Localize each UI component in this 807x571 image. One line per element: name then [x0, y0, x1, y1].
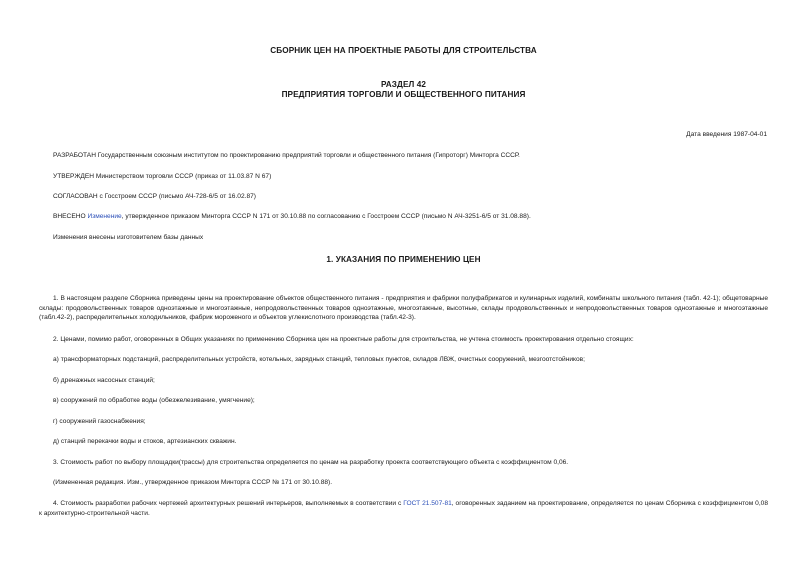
collection-title: СБОРНИК ЦЕН НА ПРОЕКТНЫЕ РАБОТЫ ДЛЯ СТРОИТЕЛЬСТВА: [270, 46, 537, 55]
paragraph-3-note: (Измененная редакция. Изм., утвержденное приказом Минторга СССР № 171 от 30.10.88).: [53, 479, 333, 486]
section-title: ПРЕДПРИЯТИЯ ТОРГОВЛИ И ОБЩЕСТВЕННОГО ПИТАНИЯ: [281, 90, 526, 99]
paragraph-2b: б) дренажных насосных станций;: [53, 377, 155, 384]
amendment-link[interactable]: Изменение: [87, 213, 122, 220]
introduced-suffix: , утвержденное приказом Минторга СССР N 171 от 30.10.88 по согласованию с Госстроем СССР (письмо N АЧ-3251-6/5 от 31.08.88).: [121, 213, 531, 220]
paragraph-1: 1. В настоящем разделе Сборника приведены цены на проектирование объектов общественного питания - предприятия и фабрики полуфабрикатов и кулинарных изделий, комбинаты школьного питания (табл. 42-1); общетоварные склады: продовольственных товаров одноэтажные и многоэтажные, непродовольственных товаров одноэтажные, многоэтажные, высотные, склады продовольственных и непродовольственных товаров одноэтажные и многоэтажные (табл.42-2), распределительных холодильников, фабрик мороженого и объектов углекислотного производства (табл.42-3).: [39, 295, 768, 322]
agreed-with: СОГЛАСОВАН с Госстроем СССР (письмо АЧ-728-6/5 от 16.02.87): [53, 193, 256, 200]
introduced-prefix: ВНЕСЕНО: [53, 213, 88, 220]
p4-prefix: 4. Стоимость разработки рабочих чертежей архитектурных решений интерьеров, выполняемых в соответствии с: [53, 500, 404, 507]
paragraph-2d: г) сооружений газоснабжения;: [53, 418, 146, 425]
paragraph-2a: а) трансформаторных подстанций, распределительных устройств, котельных, зарядных станций, тепловых пунктов, складов ЛВЖ, очистных сооружений, мезгоотстойников;: [53, 356, 585, 363]
chapter-title: 1. УКАЗАНИЯ ПО ПРИМЕНЕНИЮ ЦЕН: [326, 255, 481, 264]
introduced-note: [53, 212, 531, 221]
paragraph-3: 3. Стоимость работ по выбору площадки(трассы) для строительства определяется по ценам на разработку проекта соответствующего объекта с коэффициентом 0,06.: [53, 459, 569, 466]
paragraph-2: 2. Ценами, помимо работ, оговоренных в Общих указаниях по применению Сборника цен на проектные работы для строительства, не учтена стоимость проектирования отдельно стоящих:: [53, 336, 634, 343]
section-number: РАЗДЕЛ 42: [380, 80, 427, 89]
p4-suffix: , оговоренных заданием на проектирование, определяется по ценам Сборника с коэффициентом 0,08 к архитектурно-строительной части.: [39, 500, 768, 517]
paragraph-2c: в) сооружений по обработке воды (обезжелезивание, умягчение);: [53, 397, 255, 404]
paragraph-2e: д) станций перекачки воды и стоков, артезианских скважин.: [53, 438, 237, 445]
paragraph-4: [39, 499, 768, 518]
developed-by: РАЗРАБОТАН Государственным союзным институтом по проектированию предприятий торговли и общественного питания (Гипроторг) Минторга СССР.: [53, 152, 520, 159]
effective-date: Дата введения 1987-04-01: [686, 131, 767, 138]
approved-by: УТВЕРЖДЕН Министерством торговли СССР (приказ от 11.03.87 N 67): [53, 173, 272, 180]
changes-note: Изменения внесены изготовителем базы данных: [53, 234, 204, 241]
gost-link[interactable]: ГОСТ 21.507-81: [403, 500, 452, 507]
